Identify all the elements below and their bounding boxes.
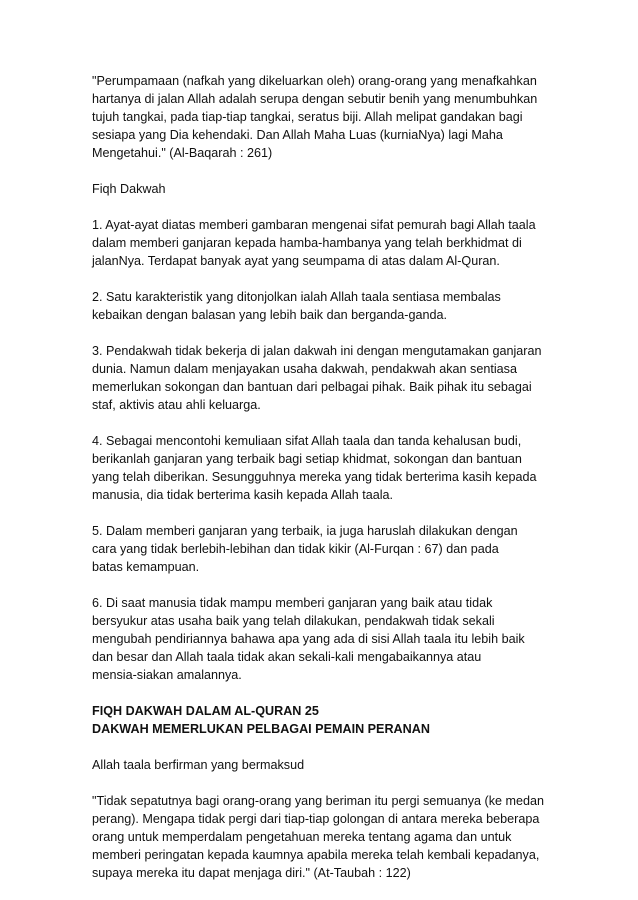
quote-al-baqarah-261: [92, 72, 554, 162]
text-line: memberi peringatan kepada kaumnya apabila mereka telah kembali kepadanya,: [92, 848, 540, 862]
section-heading: [92, 702, 554, 738]
text-line: supaya mereka itu dapat menjaga diri." (At-Taubah : 122): [92, 866, 411, 880]
text-line: yang telah diberikan. Sesungguhnya mereka yang tidak berterima kasih kepada: [92, 470, 537, 484]
text-line: staf, aktivis atau ahli keluarga.: [92, 398, 261, 412]
section-label-fiqh-dakwah: [92, 180, 554, 198]
text-line: Mengetahui." (Al-Baqarah : 261): [92, 146, 273, 160]
text-line: batas kemampuan.: [92, 560, 200, 574]
text-line: 1. Ayat-ayat diatas memberi gambaran mengenai sifat pemurah bagi Allah taala: [92, 218, 536, 232]
text-line: 3. Pendakwah tidak bekerja di jalan dakwah ini dengan mengutamakan ganjaran: [92, 344, 542, 358]
quote-at-taubah-122: [92, 792, 554, 882]
heading-text: FIQH DAKWAH DALAM AL-QURAN 25: [92, 704, 319, 718]
text-line: bersyukur atas usaha baik yang telah dilakukan, pendakwah tidak sekali: [92, 614, 495, 628]
text-line: dunia. Namun dalam menjayakan usaha dakwah, pendakwah akan sentiasa: [92, 362, 517, 376]
text-line: Allah taala berfirman yang bermaksud: [92, 758, 305, 772]
text-line: Fiqh Dakwah: [92, 182, 166, 196]
point-5: [92, 522, 554, 576]
text-line: berikanlah ganjaran yang terbaik bagi setiap khidmat, sokongan dan bantuan: [92, 452, 522, 466]
text-line: 6. Di saat manusia tidak mampu memberi ganjaran yang baik atau tidak: [92, 596, 493, 610]
text-line: memerlukan sokongan dan bantuan dari pelbagai pihak. Baik pihak itu sebagai: [92, 380, 532, 394]
heading-line-2: [92, 720, 554, 738]
text-line: jalanNya. Terdapat banyak ayat yang seumpama di atas dalam Al-Quran.: [92, 254, 500, 268]
text-line: kebaikan dengan balasan yang lebih baik dan berganda-ganda.: [92, 308, 448, 322]
text-line: cara yang tidak berlebih-lebihan dan tidak kikir (Al-Furqan : 67) dan pada: [92, 542, 499, 556]
text-line: hartanya di jalan Allah adalah serupa dengan sebutir benih yang menumbuhkan: [92, 92, 538, 106]
point-1: [92, 216, 554, 270]
text-line: "Tidak sepatutnya bagi orang-orang yang beriman itu pergi semuanya (ke medan: [92, 794, 545, 808]
point-6: [92, 594, 554, 684]
point-3: [92, 342, 554, 414]
text-line: 4. Sebagai mencontohi kemuliaan sifat Allah taala dan tanda kehalusan budi,: [92, 434, 522, 448]
text-line: perang). Mengapa tidak pergi dari tiap-tiap golongan di antara mereka beberapa: [92, 812, 540, 826]
document-page: [92, 72, 554, 900]
text-line: orang untuk memperdalam pengetahuan mereka tentang agama dan untuk: [92, 830, 512, 844]
text-line: mengubah pendiriannya bahawa apa yang ada di sisi Allah taala itu lebih baik: [92, 632, 525, 646]
text-line: mensia-siakan amalannya.: [92, 668, 242, 682]
intro-line: [92, 756, 554, 774]
text-line: sesiapa yang Dia kehendaki. Dan Allah Maha Luas (kurniaNya) lagi Maha: [92, 128, 503, 142]
text-line: tujuh tangkai, pada tiap-tiap tangkai, seratus biji. Allah melipat gandakan bagi: [92, 110, 523, 124]
text-line: 2. Satu karakteristik yang ditonjolkan ialah Allah taala sentiasa membalas: [92, 290, 501, 304]
point-2: [92, 288, 554, 324]
text-line: 5. Dalam memberi ganjaran yang terbaik, ia juga haruslah dilakukan dengan: [92, 524, 518, 538]
heading-text: DAKWAH MEMERLUKAN PELBAGAI PEMAIN PERANAN: [92, 722, 430, 736]
heading-line-1: [92, 702, 554, 720]
point-4: [92, 432, 554, 504]
text-line: dan besar dan Allah taala tidak akan sekali-kali mengabaikannya atau: [92, 650, 482, 664]
text-line: manusia, dia tidak berterima kasih kepada Allah taala.: [92, 488, 394, 502]
text-line: "Perumpamaan (nafkah yang dikeluarkan oleh) orang-orang yang menafkahkan: [92, 74, 537, 88]
text-line: dalam memberi ganjaran kepada hamba-hambanya yang telah berkhidmat di: [92, 236, 522, 250]
